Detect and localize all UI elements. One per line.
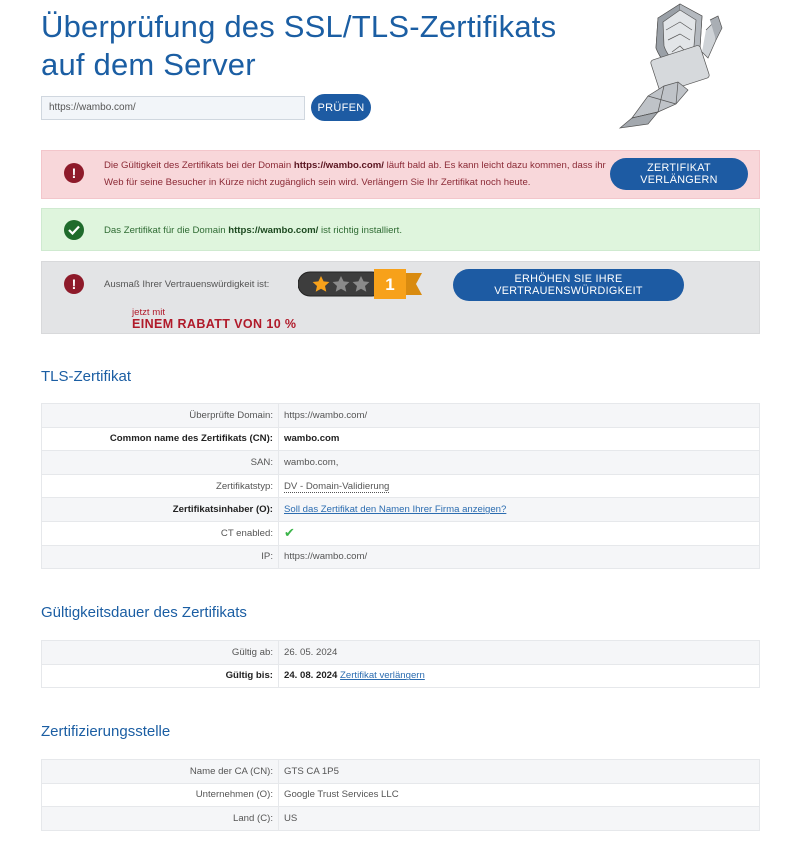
- row-key: CT enabled:: [42, 521, 279, 545]
- shield-phone-illustration: [618, 0, 732, 132]
- check-button[interactable]: PRÜFEN: [311, 94, 371, 121]
- tls-heading: TLS-Zertifikat: [41, 368, 132, 385]
- promo-intro: jetzt mit: [132, 307, 166, 318]
- ca-table: [41, 759, 760, 831]
- renew-certificate-link[interactable]: Zertifikat verlängern: [340, 670, 425, 682]
- promo-discount: EINEM RABATT VON 10 %: [132, 317, 297, 331]
- row-value: wambo.com,: [279, 451, 760, 475]
- validity-table: [41, 640, 760, 688]
- row-value-cell: [279, 474, 760, 498]
- expiry-message: [104, 157, 614, 191]
- increase-trust-button[interactable]: ERHÖHEN SIE IHRE VERTRAUENSWÜRDIGKEIT: [453, 269, 684, 301]
- table-row: [42, 474, 760, 498]
- row-key: Überprüfte Domain:: [42, 404, 279, 428]
- check-circle-icon: [64, 220, 84, 240]
- expiry-date: 24. 08. 2024: [284, 670, 338, 682]
- rating-number: 1: [385, 275, 395, 294]
- row-value-cell: [279, 664, 760, 688]
- table-row: [42, 664, 760, 688]
- row-key: IP:: [42, 545, 279, 569]
- url-input[interactable]: [41, 96, 305, 120]
- installed-message-suffix: ist richtig installiert.: [318, 225, 403, 236]
- ca-heading: Zertifizierungsstelle: [41, 723, 171, 740]
- row-key: Land (C):: [42, 807, 279, 831]
- expiry-message-suffix: läuft bald ab. Es kann leicht dazu kommen, dass ihr Web für seine Besucher in Kürze nicht zugänglich sein wird. Verlängern Sie Ihr Zertifikat noch heute.: [104, 160, 606, 188]
- exclamation-circle-icon: !: [64, 274, 84, 294]
- row-key: Common name des Zertifikats (CN):: [42, 427, 279, 451]
- table-row: [42, 521, 760, 545]
- company-name-link[interactable]: Soll das Zertifikat den Namen Ihrer Firma anzeigen?: [284, 504, 507, 516]
- row-key: Gültig ab:: [42, 641, 279, 665]
- row-value: wambo.com: [279, 427, 760, 451]
- row-value-cell: [279, 498, 760, 522]
- row-key: Gültig bis:: [42, 664, 279, 688]
- row-key: Name der CA (CN):: [42, 760, 279, 784]
- page-title: Überprüfung des SSL/TLS-Zertifikats auf dem Server: [41, 9, 557, 82]
- expiry-message-prefix: Die Gültigkeit des Zertifikats bei der Domain: [104, 160, 294, 171]
- row-value: 26. 05. 2024: [279, 641, 760, 665]
- table-row: [42, 760, 760, 784]
- installed-message: [104, 222, 402, 239]
- check-form: [41, 94, 371, 121]
- row-value: https://wambo.com/: [279, 404, 760, 428]
- row-key: SAN:: [42, 451, 279, 475]
- table-row: [42, 451, 760, 475]
- expiry-domain: https://wambo.com/: [293, 160, 384, 171]
- row-value: Google Trust Services LLC: [279, 783, 760, 807]
- table-row: [42, 641, 760, 665]
- renew-certificate-button[interactable]: ZERTIFIKAT VERLÄNGERN: [610, 158, 748, 190]
- tls-table: [41, 403, 760, 569]
- table-row: [42, 498, 760, 522]
- check-icon: ✔: [284, 525, 295, 541]
- table-row: [42, 545, 760, 569]
- trust-label: Ausmaß Ihrer Vertrauenswürdigkeit ist:: [104, 279, 270, 290]
- table-row: [42, 807, 760, 831]
- table-row: [42, 404, 760, 428]
- row-value-cell: [279, 521, 760, 545]
- trust-alert: [41, 261, 760, 334]
- row-key: Zertifikatstyp:: [42, 474, 279, 498]
- certificate-type-tooltip[interactable]: DV - Domain-Validierung: [284, 480, 390, 492]
- row-key: Unternehmen (O):: [42, 783, 279, 807]
- row-key: Zertifikatsinhaber (O):: [42, 498, 279, 522]
- installed-alert: [41, 208, 760, 251]
- row-value: https://wambo.com/: [279, 545, 760, 569]
- row-value: US: [279, 807, 760, 831]
- installed-domain: https://wambo.com/: [228, 225, 319, 236]
- trust-rating-badge: [298, 269, 426, 299]
- table-row: [42, 783, 760, 807]
- exclamation-circle-icon: !: [64, 163, 84, 183]
- row-value: GTS CA 1P5: [279, 760, 760, 784]
- validity-heading: Gültigkeitsdauer des Zertifikats: [41, 604, 247, 621]
- installed-message-prefix: Das Zertifikat für die Domain: [104, 225, 229, 236]
- expiry-alert: [41, 150, 760, 199]
- table-row: [42, 427, 760, 451]
